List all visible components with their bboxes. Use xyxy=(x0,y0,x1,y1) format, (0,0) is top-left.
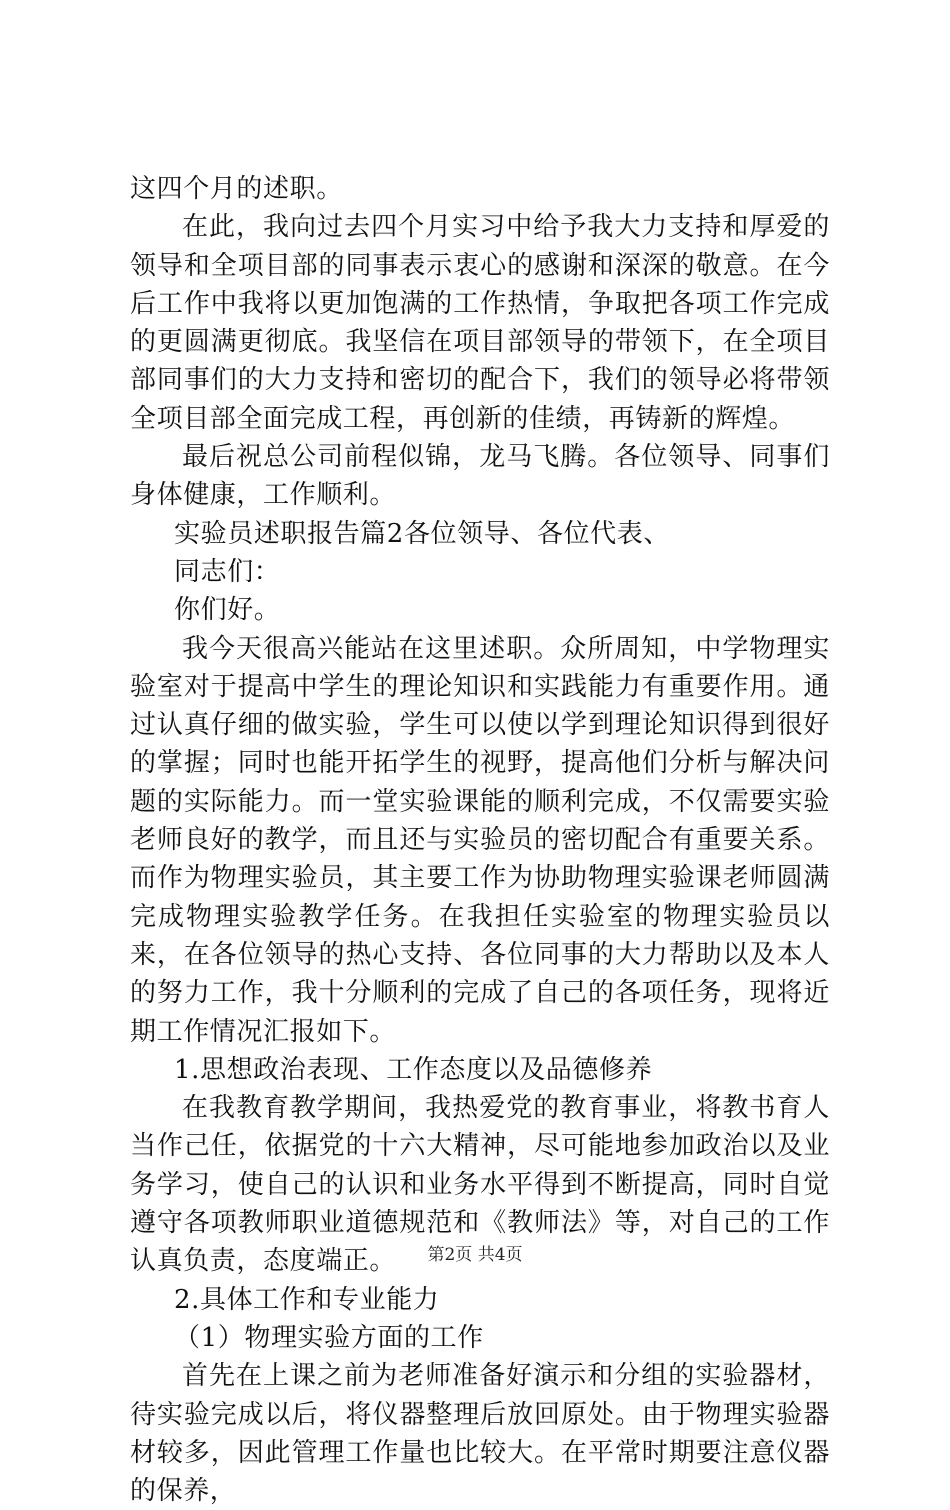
paragraph: 我今天很高兴能站在这里述职。众所周知，中学物理实验室对于提高中学生的理论知识和实践能力有重要作用。通过认真仔细的做实验，学生可以使以学到理论知识得到很好的掌握；同时也能开拓学生的视野，提高他们分析与解决问题的实际能力。而一堂实验课能的顺利完成，不仅需要实验老师良好的教学，而且还与实验员的密切配合有重要关系。而作为物理实验员，其主要工作为协助物理实验课老师圆满完成物理实验教学任务。在我担任实验室的物理实验员以来，在各位领导的热心支持、各位同事的大力帮助以及本人的努力工作，我十分顺利的完成了自己的各项任务，现将近期工作情况汇报如下。 xyxy=(130,633,830,1047)
page-footer xyxy=(0,1240,950,1265)
paragraph: 最后祝总公司前程似锦，龙马飞腾。各位领导、同事们身体健康，工作顺利。 xyxy=(130,442,830,511)
paragraph: 同志们： xyxy=(174,556,281,587)
document-body xyxy=(130,170,830,1510)
paragraph: 在我教育教学期间，我热爱党的教育事业，将教书育人当作己任，依据党的十六大精神，尽可能地参加政治以及业务学习，使自己的认识和业务水平得到不断提高，同时自觉遵守各项教师职业道德规范和《教师法》等，对自己的工作认真负责，态度端正。 xyxy=(130,1093,830,1277)
section-heading: 1.思想政治表现、工作态度以及品德修养 xyxy=(174,1054,653,1085)
section-heading: 2.具体工作和专业能力 xyxy=(174,1284,440,1315)
paragraph: 在此，我向过去四个月实习中给予我大力支持和厚爱的领导和全项目部的同事表示衷心的感谢和深深的敬意。在今后工作中我将以更加饱满的工作热情，争取把各项工作完成的更圆满更彻底。我坚信在项目部领导的带领下，在全项目部同事们的大力支持和密切的配合下，我们的领导必将带领全项目部全面完成工程，再创新的佳绩，再铸新的辉煌。 xyxy=(130,212,830,434)
subsection-heading: （1）物理实验方面的工作 xyxy=(174,1322,484,1353)
paragraph: 首先在上课之前为老师准备好演示和分组的实验器材，待实验完成以后，将仪器整理后放回原处。由于物理实验器材较多，因此管理工作量也比较大。在平常时期要注意仪器的保养， xyxy=(130,1361,830,1507)
paragraph: 这四个月的述职。 xyxy=(130,174,343,204)
page-number-label: 第2页 共4页 xyxy=(427,1245,523,1265)
paragraph: 实验员述职报告篇2各位领导、各位代表、 xyxy=(174,518,670,549)
paragraph: 你们好。 xyxy=(174,595,281,626)
